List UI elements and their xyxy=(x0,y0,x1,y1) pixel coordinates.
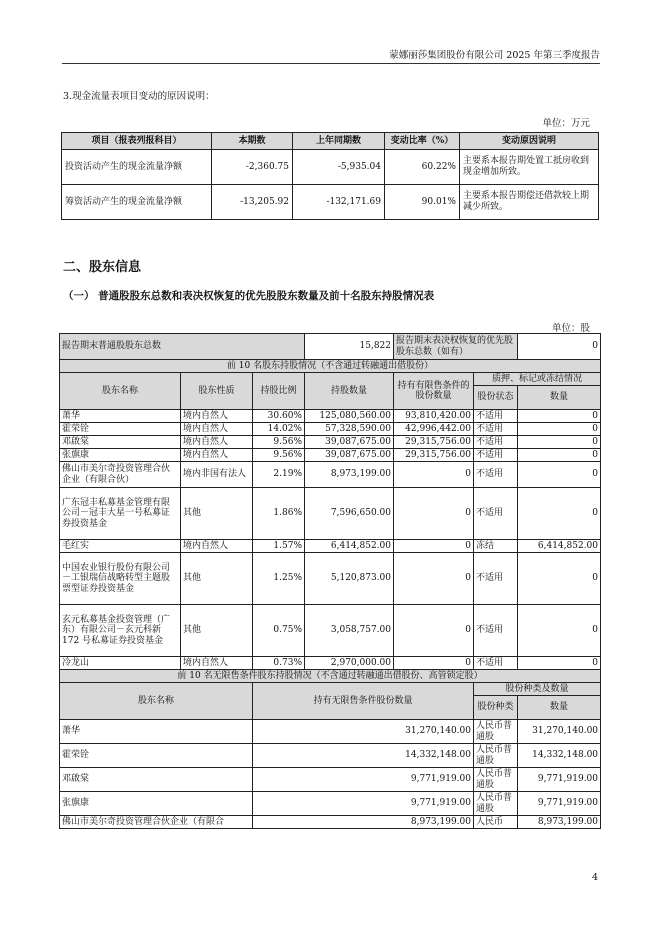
page-number: 4 xyxy=(591,872,598,883)
table-header-row xyxy=(62,133,599,150)
col-header-qty: 数量 xyxy=(518,386,601,410)
cell-amount: 39,087,675.00 xyxy=(305,449,394,462)
cell-ratio: 0.73% xyxy=(253,657,305,670)
cell-amount: 7,596,650.00 xyxy=(305,488,394,540)
cell-name: 邓啟棠 xyxy=(60,768,253,792)
col-header-amount: 持有无限售条件股份数量 xyxy=(253,683,474,720)
cell-restricted: 93,810,420.00 xyxy=(394,410,474,423)
cell-amount: 14,332,148.00 xyxy=(253,744,474,768)
col-header-change: 变动比率（%） xyxy=(385,133,460,150)
table-row xyxy=(60,720,601,744)
cell-kind: 人民币普通股 xyxy=(474,792,518,816)
cell-state: 不适用 xyxy=(474,449,518,462)
cell-amount: 9,771,919.00 xyxy=(253,792,474,816)
subsection-title: （一） 普通股股东总数和表决权恢复的优先股股东数量及前十名股东持股情况表 xyxy=(63,290,435,302)
cell-qty: 0 xyxy=(518,605,601,657)
cell-name: 佛山市美尔奇投资管理合伙企业（有限合 xyxy=(60,816,253,829)
table-row xyxy=(60,553,601,605)
col-header-prior: 上年同期数 xyxy=(293,133,385,150)
cell-qty: 0 xyxy=(518,488,601,540)
col-header-restricted: 持有有限售条件的股份数量 xyxy=(394,373,474,410)
shareholder-unit: 单位：股 xyxy=(551,323,590,334)
cell-reason: 主要系本报告期偿还借款较上期减少所致。 xyxy=(460,185,599,220)
cell-name: 张旗康 xyxy=(60,449,181,462)
col-header-kind-title: 股份种类及数量 xyxy=(474,683,601,696)
cell-amount: 5,120,873.00 xyxy=(305,553,394,605)
cell-kind: 人民币普通股 xyxy=(474,720,518,744)
cell-restricted: 0 xyxy=(394,488,474,540)
cell-amount: 31,270,140.00 xyxy=(253,720,474,744)
summary-label: 报告期末表决权恢复的优先股股东总数（如有） xyxy=(394,334,518,360)
table-row xyxy=(60,744,601,768)
cell-nature: 境内自然人 xyxy=(181,540,253,553)
summary-label: 报告期末普通股股东总数 xyxy=(60,334,305,360)
cell-name: 冷龙山 xyxy=(60,657,181,670)
cell-nature: 境内非国有法人 xyxy=(181,462,253,488)
cell-ratio: 30.60% xyxy=(253,410,305,423)
cell-ratio: 0.75% xyxy=(253,605,305,657)
table-row xyxy=(62,185,599,220)
cell-state: 不适用 xyxy=(474,553,518,605)
cell-qty: 6,414,852.00 xyxy=(518,540,601,553)
cell-ratio: 9.56% xyxy=(253,449,305,462)
cell-item: 投资活动产生的现金流量净额 xyxy=(62,150,212,185)
cell-state: 不适用 xyxy=(474,657,518,670)
cell-qty: 9,771,919.00 xyxy=(518,792,601,816)
cell-nature: 境内自然人 xyxy=(181,423,253,436)
cell-nature: 境内自然人 xyxy=(181,657,253,670)
cell-restricted: 0 xyxy=(394,605,474,657)
cell-ratio: 14.02% xyxy=(253,423,305,436)
col-header-nature: 股东性质 xyxy=(181,373,253,410)
cell-restricted: 29,315,756.00 xyxy=(394,436,474,449)
cashflow-change-table xyxy=(61,132,599,220)
summary-value: 15,822 xyxy=(305,334,394,360)
table-row xyxy=(60,436,601,449)
cell-qty: 14,332,148.00 xyxy=(518,744,601,768)
cell-prior: -5,935.04 xyxy=(293,150,385,185)
cell-nature: 其他 xyxy=(181,605,253,657)
section-title: 二、股东信息 xyxy=(63,260,142,275)
cell-name: 邓啟棠 xyxy=(60,436,181,449)
col-header-reason: 变动原因说明 xyxy=(460,133,599,150)
cell-qty: 31,270,140.00 xyxy=(518,720,601,744)
cell-name: 萧华 xyxy=(60,410,181,423)
cell-qty: 0 xyxy=(518,436,601,449)
cell-amount: 39,087,675.00 xyxy=(305,436,394,449)
cell-qty: 0 xyxy=(518,462,601,488)
cell-amount: 3,058,757.00 xyxy=(305,605,394,657)
table-row xyxy=(60,605,601,657)
cell-item: 筹资活动产生的现金流量净额 xyxy=(62,185,212,220)
cell-kind: 人民币 xyxy=(474,816,518,829)
cell-ratio: 9.56% xyxy=(253,436,305,449)
cell-state: 不适用 xyxy=(474,410,518,423)
summary-value: 0 xyxy=(518,334,601,360)
cell-qty: 0 xyxy=(518,423,601,436)
cell-name: 张旗康 xyxy=(60,792,253,816)
cell-name: 毛红实 xyxy=(60,540,181,553)
cell-restricted: 0 xyxy=(394,553,474,605)
cell-ratio: 2.19% xyxy=(253,462,305,488)
cell-current: -2,360.75 xyxy=(212,150,293,185)
cell-nature: 境内自然人 xyxy=(181,410,253,423)
cell-ratio: 1.86% xyxy=(253,488,305,540)
col-header-state: 股份状态 xyxy=(474,386,518,410)
unrestricted-title: 前 10 名无限售条件股东持股情况（不含通过转融通出借股份、高管锁定股） xyxy=(60,670,601,683)
cell-state: 不适用 xyxy=(474,488,518,540)
cell-qty: 9,771,919.00 xyxy=(518,768,601,792)
cell-nature: 其他 xyxy=(181,488,253,540)
cell-kind: 人民币普通股 xyxy=(474,768,518,792)
table-row xyxy=(60,670,601,683)
table-row xyxy=(60,373,601,386)
cell-state: 不适用 xyxy=(474,462,518,488)
table-row xyxy=(60,683,601,696)
table-row xyxy=(60,816,601,829)
col-header-qty: 数量 xyxy=(518,696,601,720)
cell-state: 不适用 xyxy=(474,605,518,657)
table-row xyxy=(60,410,601,423)
cell-qty: 0 xyxy=(518,410,601,423)
cell-ratio: 1.57% xyxy=(253,540,305,553)
cell-restricted: 29,315,756.00 xyxy=(394,449,474,462)
cell-amount: 8,973,199.00 xyxy=(253,816,474,829)
cell-name: 霍荣铨 xyxy=(60,744,253,768)
shareholder-table xyxy=(59,333,601,829)
cell-current: -13,205.92 xyxy=(212,185,293,220)
cell-name: 玄元私募基金投资管理（广东）有限公司－玄元科新 172 号私募证券投资基金 xyxy=(60,605,181,657)
cell-qty: 0 xyxy=(518,553,601,605)
table-row xyxy=(60,540,601,553)
col-header-current: 本期数 xyxy=(212,133,293,150)
cell-amount: 57,328,590.00 xyxy=(305,423,394,436)
cell-state: 不适用 xyxy=(474,423,518,436)
cell-name: 佛山市美尔奇投资管理合伙企业（有限合伙） xyxy=(60,462,181,488)
top10-title: 前 10 名股东持股情况（不含通过转融通出借股份） xyxy=(60,360,601,373)
col-header-ratio: 持股比例 xyxy=(253,373,305,410)
table-row xyxy=(60,768,601,792)
cell-amount: 6,414,852.00 xyxy=(305,540,394,553)
cell-nature: 境内自然人 xyxy=(181,449,253,462)
col-header-kind: 股份种类 xyxy=(474,696,518,720)
header-divider xyxy=(62,63,600,64)
cell-name: 霍荣铨 xyxy=(60,423,181,436)
cell-ratio: 1.25% xyxy=(253,553,305,605)
cell-amount: 2,970,000.00 xyxy=(305,657,394,670)
cashflow-unit: 单位：万元 xyxy=(542,118,590,129)
cell-change: 60.22% xyxy=(385,150,460,185)
cashflow-note: 3.现金流量表项目变动的原因说明： xyxy=(63,91,215,102)
cell-qty: 0 xyxy=(518,449,601,462)
cell-name: 广东冠丰私募基金管理有限公司－冠丰大星一号私募证券投资基金 xyxy=(60,488,181,540)
cell-amount: 9,771,919.00 xyxy=(253,768,474,792)
cell-restricted: 42,996,442.00 xyxy=(394,423,474,436)
report-header-title: 蒙娜丽莎集团股份有限公司 2025 年第三季度报告 xyxy=(389,50,600,61)
cell-name: 中国农业银行股份有限公司－工银瑞信战略转型主题股票型证券投资基金 xyxy=(60,553,181,605)
table-row xyxy=(60,462,601,488)
cell-state: 冻结 xyxy=(474,540,518,553)
table-row xyxy=(60,792,601,816)
cell-qty: 0 xyxy=(518,657,601,670)
cell-state: 不适用 xyxy=(474,436,518,449)
cell-restricted: 0 xyxy=(394,657,474,670)
col-header-name: 股东名称 xyxy=(60,373,181,410)
cell-prior: -132,171.69 xyxy=(293,185,385,220)
cell-restricted: 0 xyxy=(394,540,474,553)
table-row xyxy=(60,360,601,373)
col-header-item: 项目（报表列报科目） xyxy=(62,133,212,150)
cell-kind: 人民币普通股 xyxy=(474,744,518,768)
table-row xyxy=(60,423,601,436)
cell-amount: 125,080,560.00 xyxy=(305,410,394,423)
cell-nature: 境内自然人 xyxy=(181,436,253,449)
cell-restricted: 0 xyxy=(394,462,474,488)
table-row xyxy=(60,657,601,670)
cell-change: 90.01% xyxy=(385,185,460,220)
table-row xyxy=(60,449,601,462)
cell-amount: 8,973,199.00 xyxy=(305,462,394,488)
cell-nature: 其他 xyxy=(181,553,253,605)
col-header-pledge: 质押、标记或冻结情况 xyxy=(474,373,601,386)
table-row xyxy=(62,150,599,185)
table-row xyxy=(60,488,601,540)
col-header-name: 股东名称 xyxy=(60,683,253,720)
cell-name: 萧华 xyxy=(60,720,253,744)
table-row xyxy=(60,334,601,360)
cell-reason: 主要系本报告期处置工抵房收到现金增加所致。 xyxy=(460,150,599,185)
col-header-amount: 持股数量 xyxy=(305,373,394,410)
cell-qty: 8,973,199.00 xyxy=(518,816,601,829)
